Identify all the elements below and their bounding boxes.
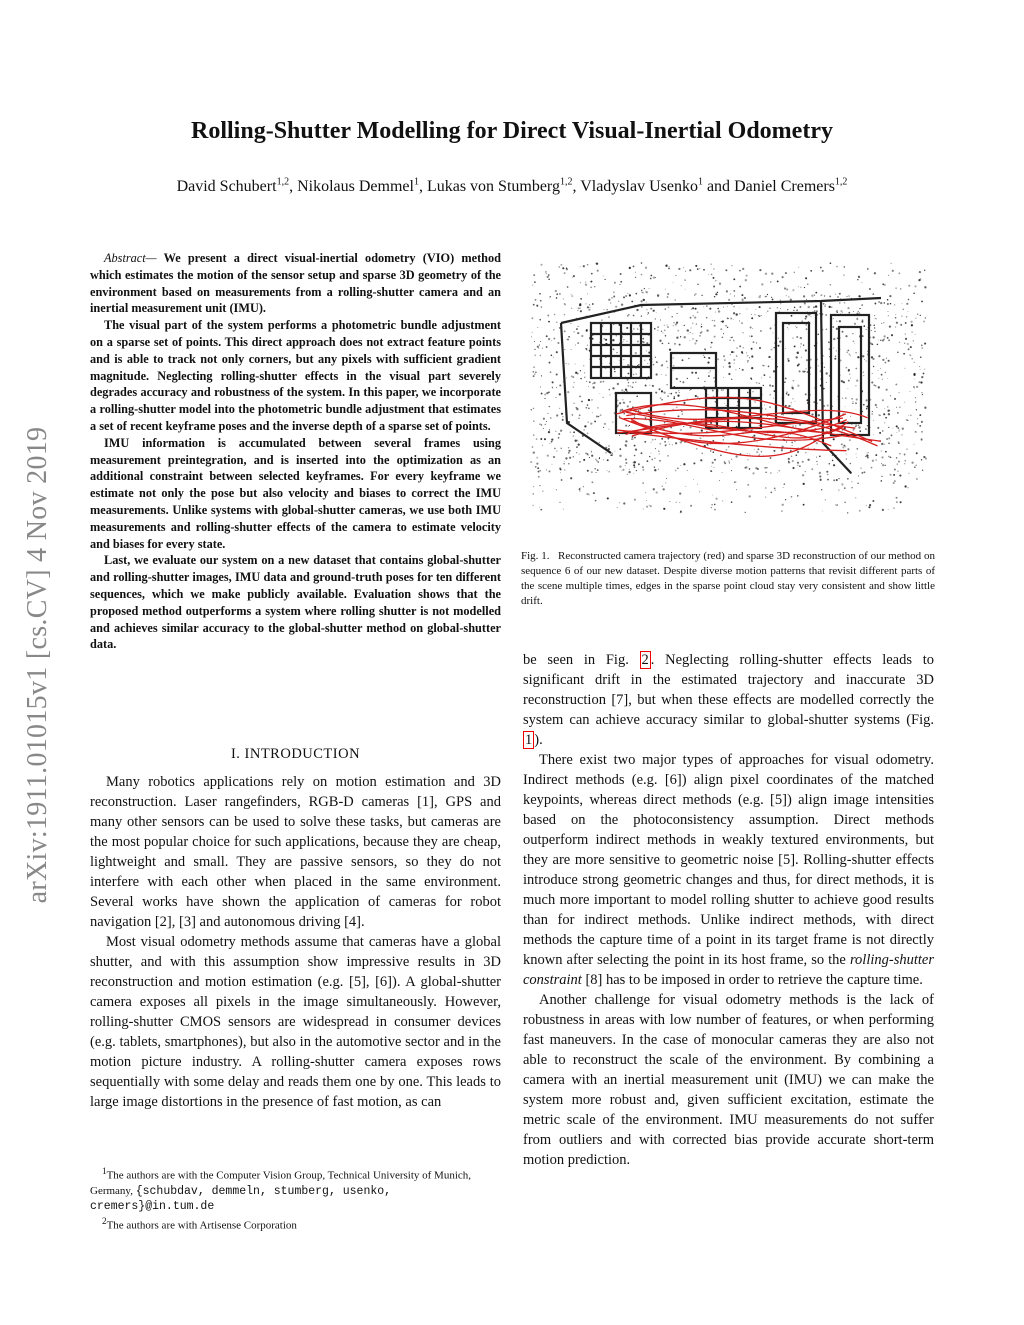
body-paragraph: There exist two major types of approaches for visual odometry. Indirect methods (e.g. [6]) align pixel coordinates of the matched keypoints, whereas direct methods (e.g. [5]) align image intensities based on the photoconsistency assumption. Direct methods outperform indirect methods in weakly textured environments, but they are more sensitive to geometric noise [5]. Rolling-shutter effects introduce strong geometric changes and thus, for direct methods, it is much more important to model rolling shutter to achieve good results than for indirect methods. Unlike indirect methods, with direct methods the capture time of a point in its target frame is not directly known after selecting the point in its host frame, so the rolling-shutter constraint [8] has to be imposed in order to retrieve the capture time. [523, 752, 934, 988]
footnote-1: $^1$The authors are with the Computer Vision Group, Technical University of Munich, Germany, {schubdav, demmeln, stumberg, usenko, cremers}@in.tum.de [90, 1166, 472, 1213]
footnote-2: $^2$The authors are with Artisense Corporation [102, 1215, 297, 1232]
author: David Schubert$^{1,2}$, [176, 177, 298, 196]
section-heading: I. INTRODUCTION [230, 746, 361, 762]
abstract-paragraph: Last, we evaluate our system on a new dataset that contains global-shutter and rolling-shutter images, IMU data and ground-truth poses for ten different sequences, which we make publicly available. Evaluation shows that the proposed method outperforms a system where rolling shutter is not modelled and achieves similar accuracy to the global-shutter method on global-shutter data. [90, 553, 501, 652]
abstract-paragraph: IMU information is accumulated between several frames using measurement preintegration, and is inserted into the optimization as an additional constraint between selected keyframes. For every keyframe we estimate not only the pose but also velocity and biases to correct the IMU measurements. Unlike systems with global-shutter cameras, we use both IMU measurements and rolling-shutter effects of the camera to estimate velocity and biases for every state. [90, 435, 501, 551]
right-column-text [523, 650, 934, 1170]
author: Daniel Cremers$^{1,2}$ [734, 177, 848, 196]
author: Nikolaus Demmel$^1$, [297, 177, 427, 196]
abstract-label: Abstract [104, 251, 146, 265]
abstract-paragraph: We present a direct visual-inertial odometry (VIO) method which estimates the motion of the sensor setup and sparse 3D geometry of the environment based on measurements from a rolling-shutter camera and an inertial measurement unit (IMU). [90, 251, 501, 316]
camera-trajectory [616, 397, 881, 456]
author: Lukas von Stumberg$^{1,2}$, [426, 177, 581, 196]
scene-structure [561, 298, 881, 473]
abstract: Abstract— We present a direct visual-inertial odometry (VIO) method which estimates the motion of the sensor setup and sparse 3D geometry of the environment based on measurements from a rolling-shutter camera and an inertial measurement unit (IMU). The visual part of the system performs a photometric bundle adjustment on a sparse set of points. This direct approach does not extract feature points and is able to track not only corners, but any pixels with sufficient gradient magnitude. Neglecting rolling-shutter effects in the visual part severely degrades accuracy and robustness of the system. In this paper, we incorporate a rolling-shutter model into the photometric bundle adjustment that estimates a set of recent keyframe poses and the inverse depth of a sparse set of points. IMU information is accumulated between several frames using measurement preintegration, and is inserted into the optimization as an additional constraint between selected keyframes. For every keyframe we estimate not only the pose but also velocity and biases to correct the IMU measurements. Unlike systems with global-shutter cameras, we use both IMU measurements and rolling-shutter effects of the camera to estimate velocity and biases for every state. Last, we evaluate our system on a new dataset that contains global-shutter and rolling-shutter images, IMU data and ground-truth poses for ten different sequences, which we make publicly available. Evaluation shows that the proposed method outperforms a system where rolling shutter is not modelled and achieves similar accuracy to the global-shutter method on global-shutter data. [90, 251, 501, 652]
author: Vladyslav Usenko$^1$ and [580, 177, 735, 196]
body-paragraph: Many robotics applications rely on motion estimation and 3D reconstruction. Laser rangefinders, RGB-D cameras [1], GPS and many other sensors can be used to solve these tasks, but cameras are the most popular choice for such applications, because they are cheap, lightweight and small. They are passive sensors, so they do not interfere with each other when placed in the same environment. Several works have shown the application of cameras for robot navigation [2], [3] and autonomous driving [4]. [90, 774, 501, 930]
figure-1-link[interactable]: 1 [525, 732, 533, 748]
abstract-paragraph: The visual part of the system performs a photometric bundle adjustment on a sparse set of points. This direct approach does not extract feature points and is able to track not only corners, but any pixels with sufficient gradient magnitude. Neglecting rolling-shutter effects in the visual part severely degrades accuracy and robustness of the system. In this paper, we incorporate a rolling-shutter model into the photometric bundle adjustment that estimates a set of recent keyframe poses and the inverse depth of a sparse set of points. [90, 318, 501, 433]
figure-caption [521, 549, 935, 609]
point-cloud-image [521, 243, 935, 528]
author-emails: {schubdav, demmeln, stumberg, usenko, cremers}@in.tum.de [90, 1184, 392, 1213]
arxiv-sidebar [18, 355, 58, 975]
caption-label: Fig. 1. [521, 550, 550, 562]
caption-text: Reconstructed camera trajectory (red) and sparse 3D reconstruction of our method on sequence 6 of our new dataset. Despite diverse motion patterns that revisit different parts of the scene multiple times, edges in the sparse point cloud stay very consistent and show little drift. [521, 550, 935, 607]
body-paragraph: be seen in Fig. 2 . Neglecting rolling-shutter effects leads to significant drift in the estimated trajectory and inaccurate 3D reconstruction [7], but when these effects are modelled correctly the system can achieve accuracy similar to global-shutter systems (Fig. 1 ). [523, 652, 934, 748]
body-paragraph: Most visual odometry methods assume that cameras have a global shutter, and with this assumption show impressive results in 3D reconstruction and motion estimation (e.g. [5], [6]). A global-shutter camera exposes all pixels in the image simultaneously. However, rolling-shutter CMOS sensors are widespread in consumer devices (e.g. tablets, smartphones), but also in the automotive sector and in the motion picture industry. A rolling-shutter camera exposes rows sequentially with some delay and reads them one by one. This leads to large image distortions in the presence of fast motion, as can [90, 934, 501, 1110]
arxiv-identifier[interactable]: arXiv:1911.01015v1 [cs.CV] 4 Nov 2019 [22, 426, 53, 904]
paper-title: Rolling-Shutter Modelling for Direct Visual-Inertial Odometry [191, 118, 833, 144]
body-paragraph: Another challenge for visual odometry methods is the lack of robustness in areas with low number of features, or when performing fast maneuvers. In the case of monocular cameras they are also not able to reconstruct the scale of the environment. By combining a camera with an inertial measurement unit (IMU) we can make the system more robust and, given sufficient excitation, estimate the metric scale of the environment. IMU measurements do not suffer from outliers and with corrected bias provide accurate short-term motion prediction. [523, 992, 934, 1168]
author-list [0, 177, 1024, 196]
introduction-text [90, 772, 501, 1112]
footnotes [90, 1164, 501, 1233]
figure-2-link[interactable]: 2 [641, 652, 649, 668]
figure-1-reconstruction [521, 243, 935, 528]
